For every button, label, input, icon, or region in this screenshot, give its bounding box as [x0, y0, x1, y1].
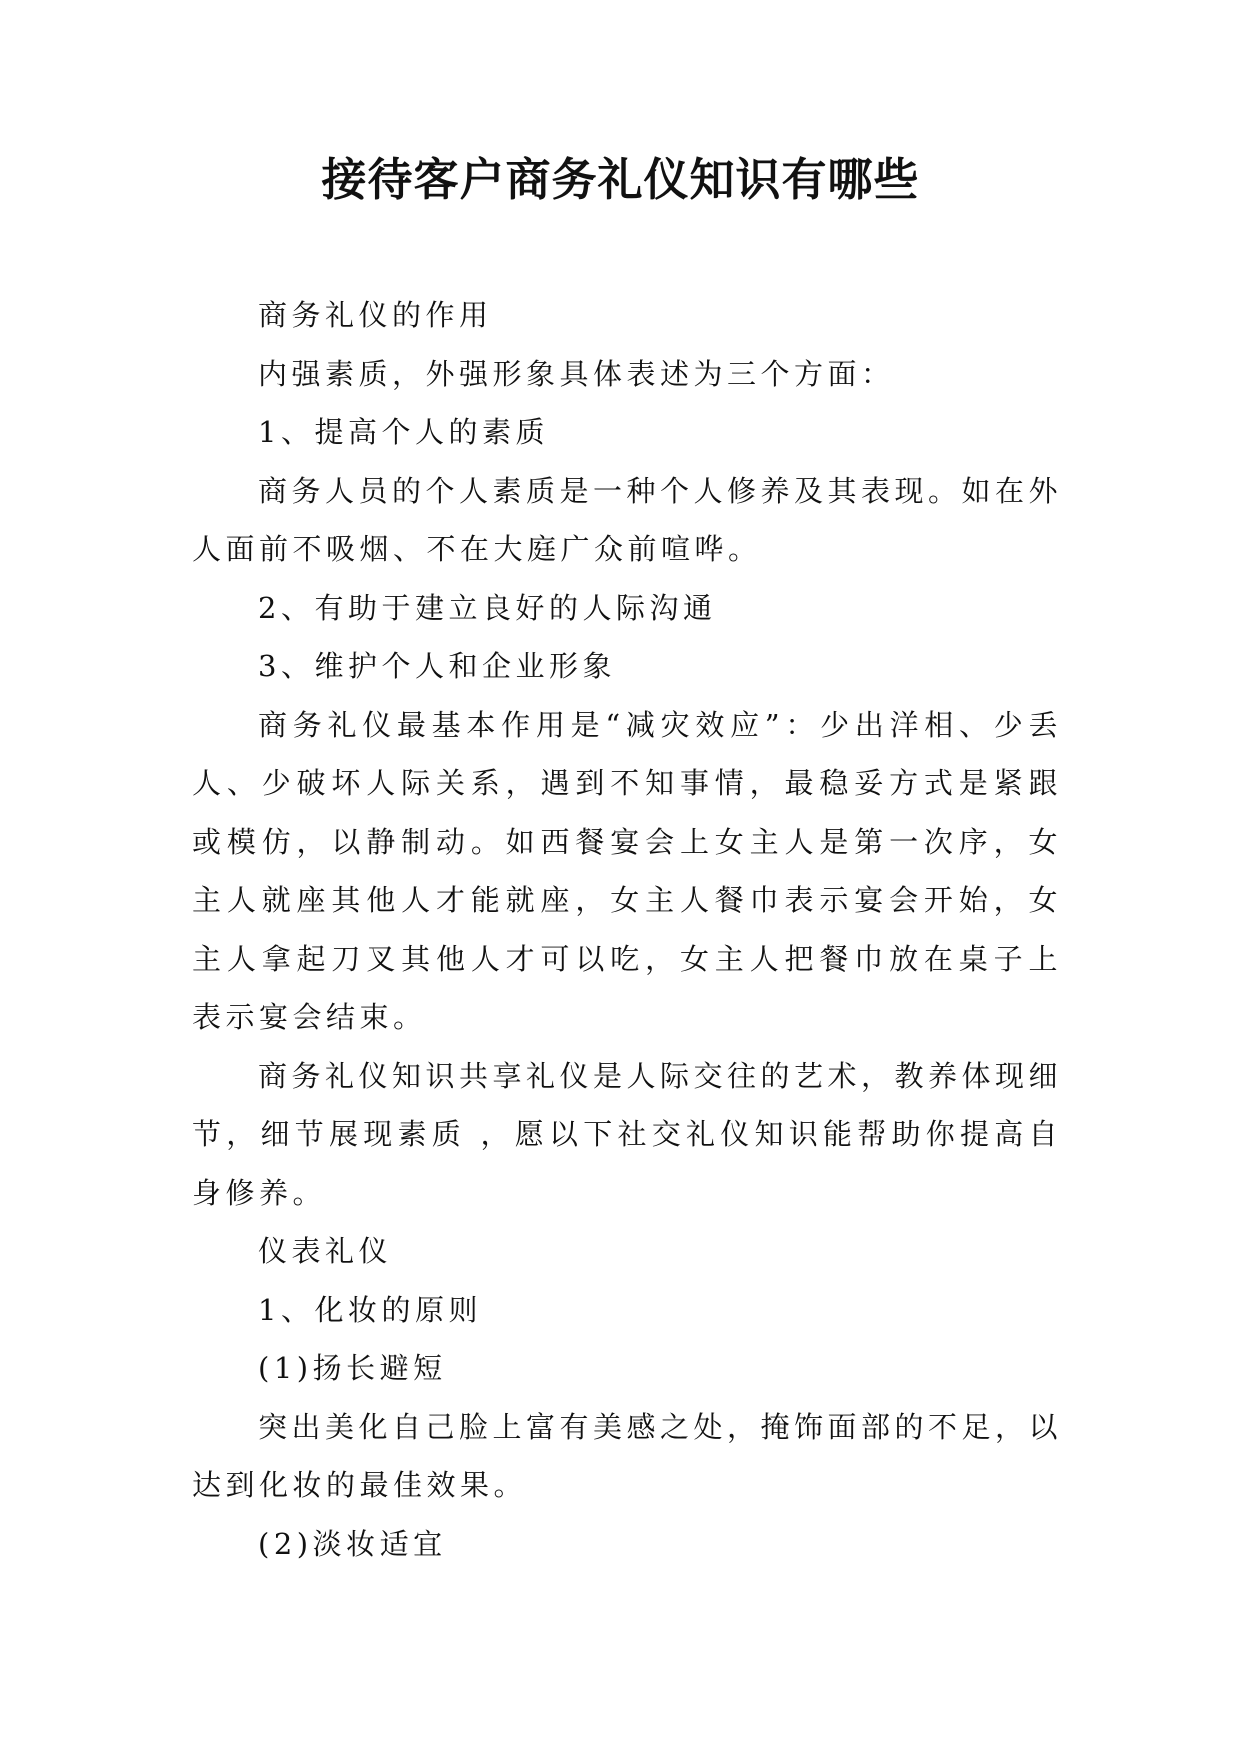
paragraph-item-3: 3、维护个人和企业形象	[258, 649, 616, 683]
paragraph-disaster-reduction: 商务礼仪最基本作用是“减灾效应”：少出洋相、少丢人、少破坏人际关系，遇到不知事情，最稳妥方式是紧跟或模仿，以静制动。如西餐宴会上女主人是第一次序，女主人就座其他人才能就座，女主人餐巾表示宴会开始，女主人拿起刀叉其他人才可以吃，女主人把餐巾放在桌子上表示宴会结束。	[192, 707, 1062, 1034]
paragraph-item-1: 1、提高个人的素质	[258, 415, 549, 449]
document-title: 接待客户商务礼仪知识有哪些	[321, 153, 920, 206]
paragraph-sub-1: (1)扬长避短	[258, 1351, 447, 1385]
paragraph-intro: 内强素质，外强形象具体表述为三个方面：	[258, 356, 895, 391]
document-body	[192, 286, 1062, 1573]
paragraph-heading-role: 商务礼仪的作用	[258, 298, 493, 332]
paragraph-item-1-detail: 商务人员的个人素质是一种个人修养及其表现。如在外人面前不吸烟、不在大庭广众前喧哗。	[192, 473, 1063, 566]
paragraph-heading-appearance: 仪表礼仪	[258, 1234, 393, 1268]
paragraph-makeup-principles: 1、化妆的原则	[258, 1292, 482, 1327]
paragraph-sub-1-detail: 突出美化自己脸上富有美感之处，掩饰面部的不足，以达到化妆的最佳效果。	[192, 1409, 1063, 1502]
paragraph-item-2: 2、有助于建立良好的人际沟通	[258, 590, 717, 625]
paragraph-knowledge-share: 商务礼仪知识共享礼仪是人际交往的艺术，教养体现细节，细节展现素质 ，愿以下社交礼仪知识能帮助你提高自身修养。	[192, 1058, 1063, 1210]
paragraph-sub-2: (2)淡妆适宜	[258, 1526, 447, 1561]
